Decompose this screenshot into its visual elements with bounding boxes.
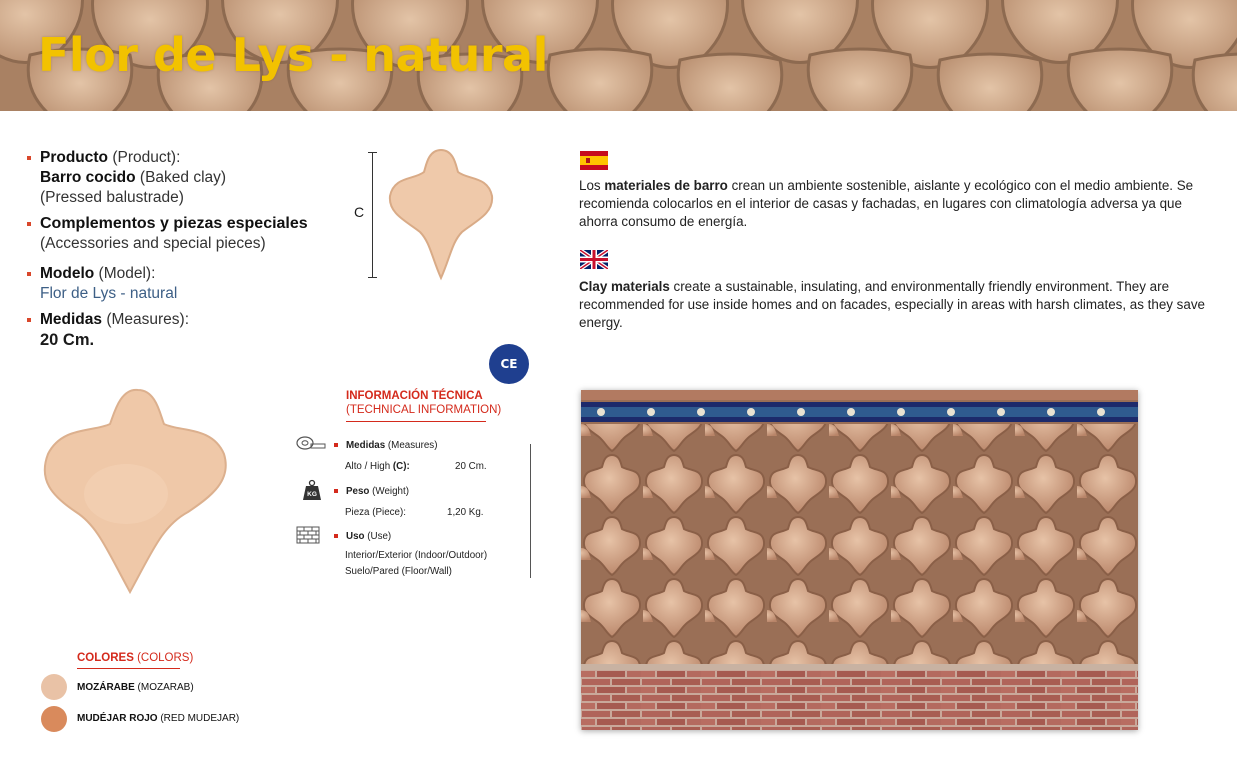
tech-height-key: (C): [392,461,410,472]
measures-item [26,310,346,351]
dimension-diagram [352,148,502,284]
tech-measures-label-en: (Measures) [385,440,438,451]
product-value-en: (Baked clay) [135,169,227,186]
spanish-text-post: crean un ambiente sostenible, aislante y ecológico con el medio ambiente. Se recomienda colocarlos en el interior de casas y fachadas, en lugares con climatología adversa ya que ahorra consumo de energía. [579,178,1194,229]
product-type-item [26,148,346,208]
product-label-en: (Product): [108,149,181,166]
english-text-post: create a sustainable, insulating, and environmentally friendly environment. They are recommended for use inside homes and on facades, especially in areas with harsh climates, as they save energy. [579,279,1205,330]
accessories-label: Complementos y piezas especiales [40,215,308,232]
color-label-mudejar-rojo [77,713,239,724]
technical-info-vertical-line [530,444,531,578]
color-name-mozarabe: MOZÁRABE [77,682,135,693]
tech-measures-sub [345,460,410,473]
model-value: Flor de Lys - natural [40,285,178,302]
installed-wall-photo [581,390,1138,730]
dimension-tick-top [368,152,377,153]
tape-measure-icon [296,435,326,451]
tile-shape-small [386,148,496,282]
color-name-mudejar-rojo: MUDÉJAR ROJO [77,713,158,724]
ce-mark-text: CE [500,357,518,371]
weight-kg-icon [302,479,322,501]
dimension-c-label: C [354,204,365,220]
wall-photo-illustration [581,390,1138,730]
color-swatch-mudejar-rojo [41,706,67,732]
dimension-tick-bottom [368,277,377,278]
spanish-text-pre: Los [579,178,605,193]
english-description [579,278,1209,332]
model-item [26,264,346,304]
tech-weight-label-en: (Weight) [369,486,409,497]
uk-flag-icon [580,250,608,269]
tech-piece-label: Pieza (Piece): [345,507,406,518]
weight-icon-text: KG [307,491,317,498]
tech-height-value: 20 Cm. [455,461,487,472]
colors-divider [77,668,180,669]
color-swatch-mozarabe [41,674,67,700]
colors-title-es: COLORES [77,652,134,664]
spanish-text-bold: materiales de barro [604,178,728,193]
tech-weight-label: Peso [346,486,370,497]
tech-measures-label: Medidas [346,440,386,451]
measures-label: Medidas [40,311,103,328]
measures-value: 20 Cm. [40,331,95,349]
color-name-mozarabe-en: (MOZARAB) [134,682,194,693]
tech-use-label-en: (Use) [364,531,392,542]
tech-use-label: Uso [346,531,365,542]
measures-label-en: (Measures): [102,311,190,328]
product-label: Producto [40,149,109,166]
spain-flag-icon [580,151,608,170]
product-extra: (Pressed balustrade) [40,189,184,206]
color-name-mudejar-rojo-en: (RED MUDEJAR) [157,713,240,724]
product-info-list [26,148,346,357]
page-title: Flor de Lys - natural [38,28,548,82]
technical-info-title-en: (TECHNICAL INFORMATION) [346,404,502,416]
tech-height-label: Alto / High [345,461,393,472]
tech-use-line2: Suelo/Pared (Floor/Wall) [345,566,452,577]
colors-title [77,652,193,664]
accessories-label-en: (Accessories and special pieces) [40,235,266,252]
header-banner [0,0,1237,111]
model-label: Modelo [40,265,95,282]
ce-mark-icon [489,344,529,384]
technical-info-divider [346,421,486,422]
tech-weight-head [346,485,409,498]
color-label-mozarabe [77,682,194,693]
spanish-description [579,177,1209,231]
english-text-bold: Clay materials [579,279,670,294]
tech-use-line1: Interior/Exterior (Indoor/Outdoor) [345,550,488,561]
tech-use-head [346,530,391,543]
brick-wall-icon [296,526,320,544]
accessories-item [26,214,346,254]
tech-measures-head [346,439,437,452]
colors-title-en: (COLORS) [133,652,194,664]
product-value: Barro cocido [40,169,136,186]
dimension-line [372,152,373,278]
technical-info-title [346,389,501,417]
tile-product-image [36,384,236,598]
tech-piece-value: 1,20 Kg. [447,507,484,518]
technical-info-title-es: INFORMACIÓN TÉCNICA [346,390,483,402]
model-label-en: (Model): [94,265,156,282]
